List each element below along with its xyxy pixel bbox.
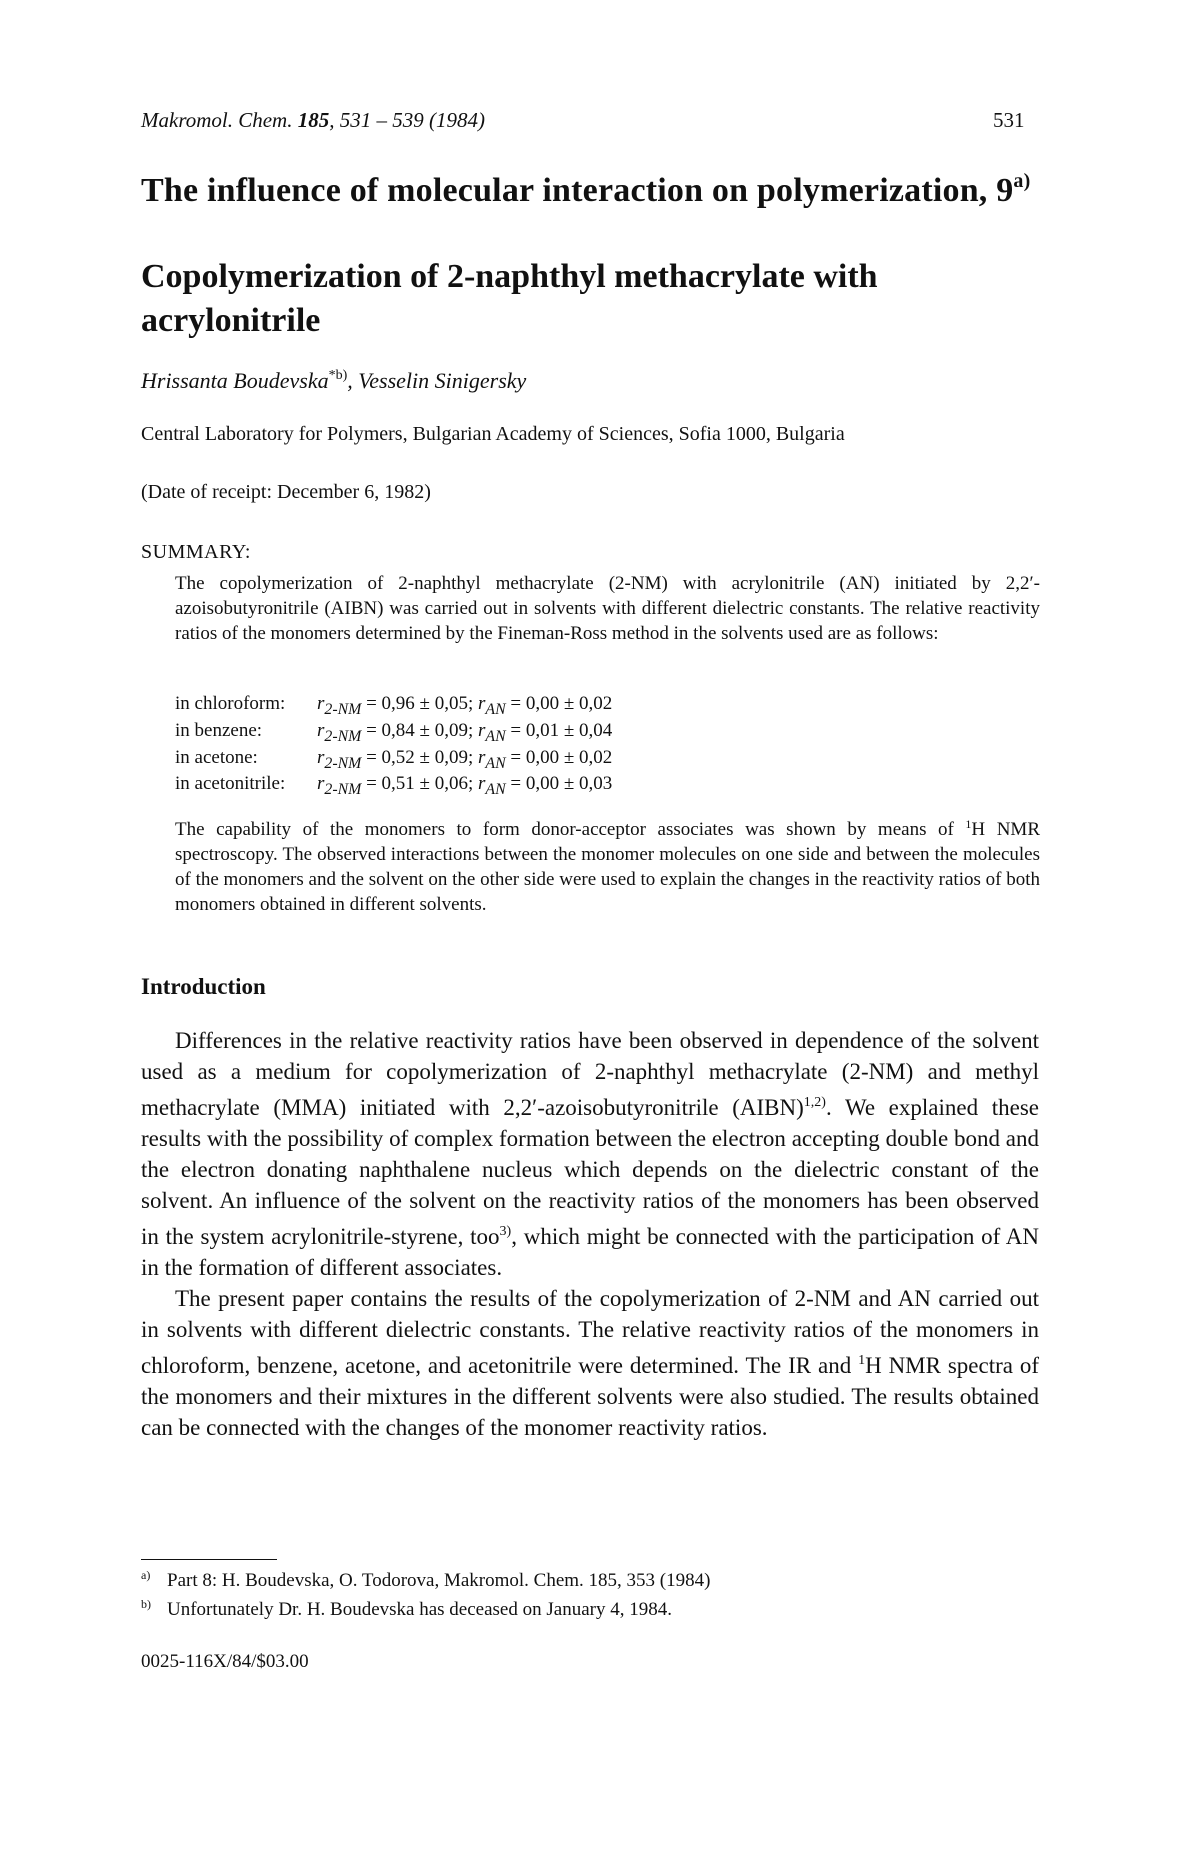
r-sub-an: AN [485, 727, 506, 745]
journal-pages-year: , 531 – 539 (1984) [329, 108, 485, 132]
r-sub-nm: 2-NM [324, 700, 362, 718]
page-number: 531 [993, 108, 1025, 132]
footnote-b [141, 1597, 672, 1621]
footnote-mark: b) [141, 1597, 151, 1611]
summary-text-1: The copolymerization of 2-naphthyl methacrylate (2-NM) with acrylonitrile (AN) initiated by 2,2′-azoisobutyronitrile (AIBN) was carried out in solvents with different dielectric constants. The relative reactivity ratios of the monomers determined by the Fineman-Ross method in the solvents used are as follows: [175, 573, 1040, 644]
publication-code: 0025-116X/84/$03.00 [141, 1651, 309, 1672]
title-text: The influence of molecular interaction on polymerization, 9 [141, 172, 1014, 209]
affiliation: Central Laboratory for Polymers, Bulgarian Academy of Sciences, Sofia 1000, Bulgaria [141, 423, 845, 445]
section-heading-introduction: Introduction [141, 974, 266, 999]
introduction-body [141, 1025, 1039, 1443]
journal-name: Makromol. Chem. [141, 108, 293, 132]
r-symbol: r [478, 773, 486, 795]
r-nm-value: = 0,96 ± 0,05; [361, 693, 479, 714]
summary-paragraph-1 [175, 571, 1040, 646]
summary-paragraph-2 [175, 812, 1040, 917]
r-nm-value: = 0,84 ± 0,09; [361, 719, 479, 741]
footnote-text: Part 8: H. Boudevska, O. Todorova, Makromol. Chem. 185, 353 (1984) [167, 1570, 711, 1591]
citation-ref-1-2: 1,2) [803, 1095, 826, 1110]
r-sub-nm: 2-NM [324, 754, 362, 772]
footnote-mark: a) [141, 1568, 151, 1582]
article-subtitle: Copolymerization of 2-naphthyl methacrylate with acrylonitrile [141, 258, 878, 339]
summary-text-2a: The capability of the monomers to form donor-acceptor associates was shown by means of [175, 819, 966, 840]
r-symbol: r [317, 746, 325, 768]
ratio-values [317, 693, 612, 720]
r-symbol: r [317, 693, 325, 714]
r-sub-an: AN [485, 754, 506, 772]
r-sub-an: AN [485, 781, 506, 799]
ratio-row [175, 720, 612, 747]
intro-p1-text-b: . We explained these results with the possibility of complex formation between the electron accepting double bond and the electron donating naphthalene nucleus which depends on the dielectric constant of the solvent. An influence of the solvent on the reactivity ratios of the monomers has been observed in the system acrylonitrile-styrene, too [141, 1095, 1039, 1249]
author-2: Vesselin Sinigersky [358, 368, 527, 393]
r-sub-nm: 2-NM [324, 727, 362, 745]
ratio-row [175, 693, 612, 720]
r-symbol: r [478, 719, 486, 741]
nmr-superscript: 1 [858, 1353, 866, 1368]
nmr-superscript: 1 [965, 817, 972, 831]
receipt-date: (Date of receipt: December 6, 1982) [141, 481, 431, 503]
solvent-label: in benzene: [175, 719, 263, 741]
ratio-row [175, 747, 612, 774]
intro-paragraph-1 [141, 1025, 1039, 1283]
intro-paragraph-2 [141, 1283, 1039, 1443]
solvent-label: in acetonitrile: [175, 773, 286, 795]
summary-text-2b: H NMR spectroscopy. The observed interactions between the monomer molecules on one side and between the molecules of the monomers and the solvent on the other side were used to explain the changes in the reactivity ratios of both monomers obtained in different solvents. [175, 819, 1040, 915]
summary-label: SUMMARY: [141, 541, 251, 563]
intro-p1-text-a: Differences in the relative reactivity ratios have been observed in dependence of the solvent used as a medium for copolymerization of 2-naphthyl methacrylate (2-NM) and methyl methacrylate (MMA) initiated with 2,2′-azoisobutyronitrile (AIBN) [141, 1028, 1039, 1120]
r-an-value: = 0,00 ± 0,03 [505, 773, 613, 795]
footnote-a [141, 1568, 710, 1592]
reactivity-ratios-table [175, 693, 612, 800]
ratio-values [317, 773, 612, 800]
author-1-mark: *b) [328, 368, 348, 383]
r-nm-value: = 0,52 ± 0,09; [361, 746, 479, 768]
ratio-row [175, 773, 612, 800]
article-title [141, 170, 1030, 210]
author-line [141, 368, 526, 394]
author-separator: , [347, 368, 353, 393]
r-sub-an: AN [485, 700, 506, 718]
ratio-values [317, 720, 612, 747]
citation-ref-3: 3) [499, 1224, 512, 1239]
intro-p2-text-a: The present paper contains the results of the copolymerization of 2-NM and AN carried out in solvents with different dielectric constants. The relative reactivity ratios of the monomers in chloroform, benzene, acetone, and acetonitrile were determined. The IR and [141, 1286, 1039, 1378]
journal-volume: 185 [297, 108, 330, 132]
running-header [141, 108, 485, 133]
ratio-values [317, 747, 612, 774]
title-footnote-mark: a) [1013, 170, 1031, 192]
r-symbol: r [317, 773, 325, 795]
solvent-label: in chloroform: [175, 693, 286, 714]
r-an-value: = 0,01 ± 0,04 [505, 719, 613, 741]
intro-p1-text-c: , which might be connected with the participation of AN in the formation of different associates. [141, 1224, 1039, 1280]
r-nm-value: = 0,51 ± 0,06; [361, 773, 479, 795]
footnote-divider [141, 1559, 277, 1560]
solvent-label: in acetone: [175, 746, 258, 768]
r-an-value: = 0,00 ± 0,02 [505, 746, 613, 768]
r-symbol: r [478, 746, 486, 768]
author-1: Hrissanta Boudevska [141, 368, 329, 393]
intro-p2-text-b: H NMR spectra of the monomers and their mixtures in the different solvents were also studied. The results obtained can be connected with the changes of the monomer reactivity ratios. [141, 1353, 1040, 1440]
r-symbol: r [317, 719, 325, 741]
r-sub-nm: 2-NM [324, 781, 362, 799]
footnote-text: Unfortunately Dr. H. Boudevska has deceased on January 4, 1984. [167, 1599, 672, 1620]
r-an-value: = 0,00 ± 0,02 [505, 693, 613, 714]
r-symbol: r [478, 693, 486, 714]
